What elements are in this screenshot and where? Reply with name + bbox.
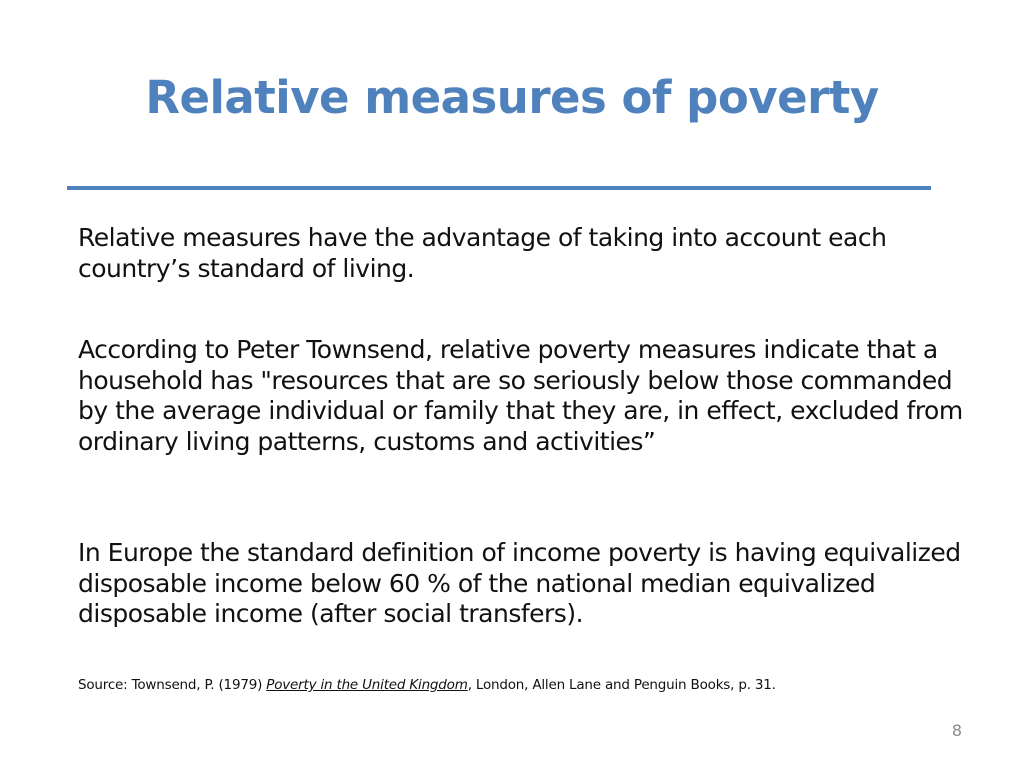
page-number: 8 bbox=[951, 721, 962, 740]
paragraph-europe-definition: In Europe the standard definition of income poverty is having equivalized disposable income below 60 % of the national median equivalized disposable income (after social transfers). bbox=[78, 538, 961, 628]
paragraph-townsend-quote: According to Peter Townsend, relative poverty measures indicate that a household has "resources that are so seriously below those commanded by the average individual or family that they are, in effect, excluded from ordinary living patterns, customs and activities” bbox=[78, 335, 963, 456]
source-suffix: , London, Allen Lane and Penguin Books, p. 31. bbox=[467, 677, 776, 693]
title-divider bbox=[67, 186, 931, 190]
source-prefix: Source: Townsend, P. (1979) bbox=[78, 677, 267, 693]
paragraph-relative-measures: Relative measures have the advantage of taking into account each country’s standard of living. bbox=[78, 223, 887, 283]
source-citation bbox=[78, 675, 978, 695]
slide-title: Relative measures of poverty bbox=[145, 71, 879, 124]
source-book-link[interactable]: Poverty in the United Kingdom bbox=[266, 677, 468, 693]
